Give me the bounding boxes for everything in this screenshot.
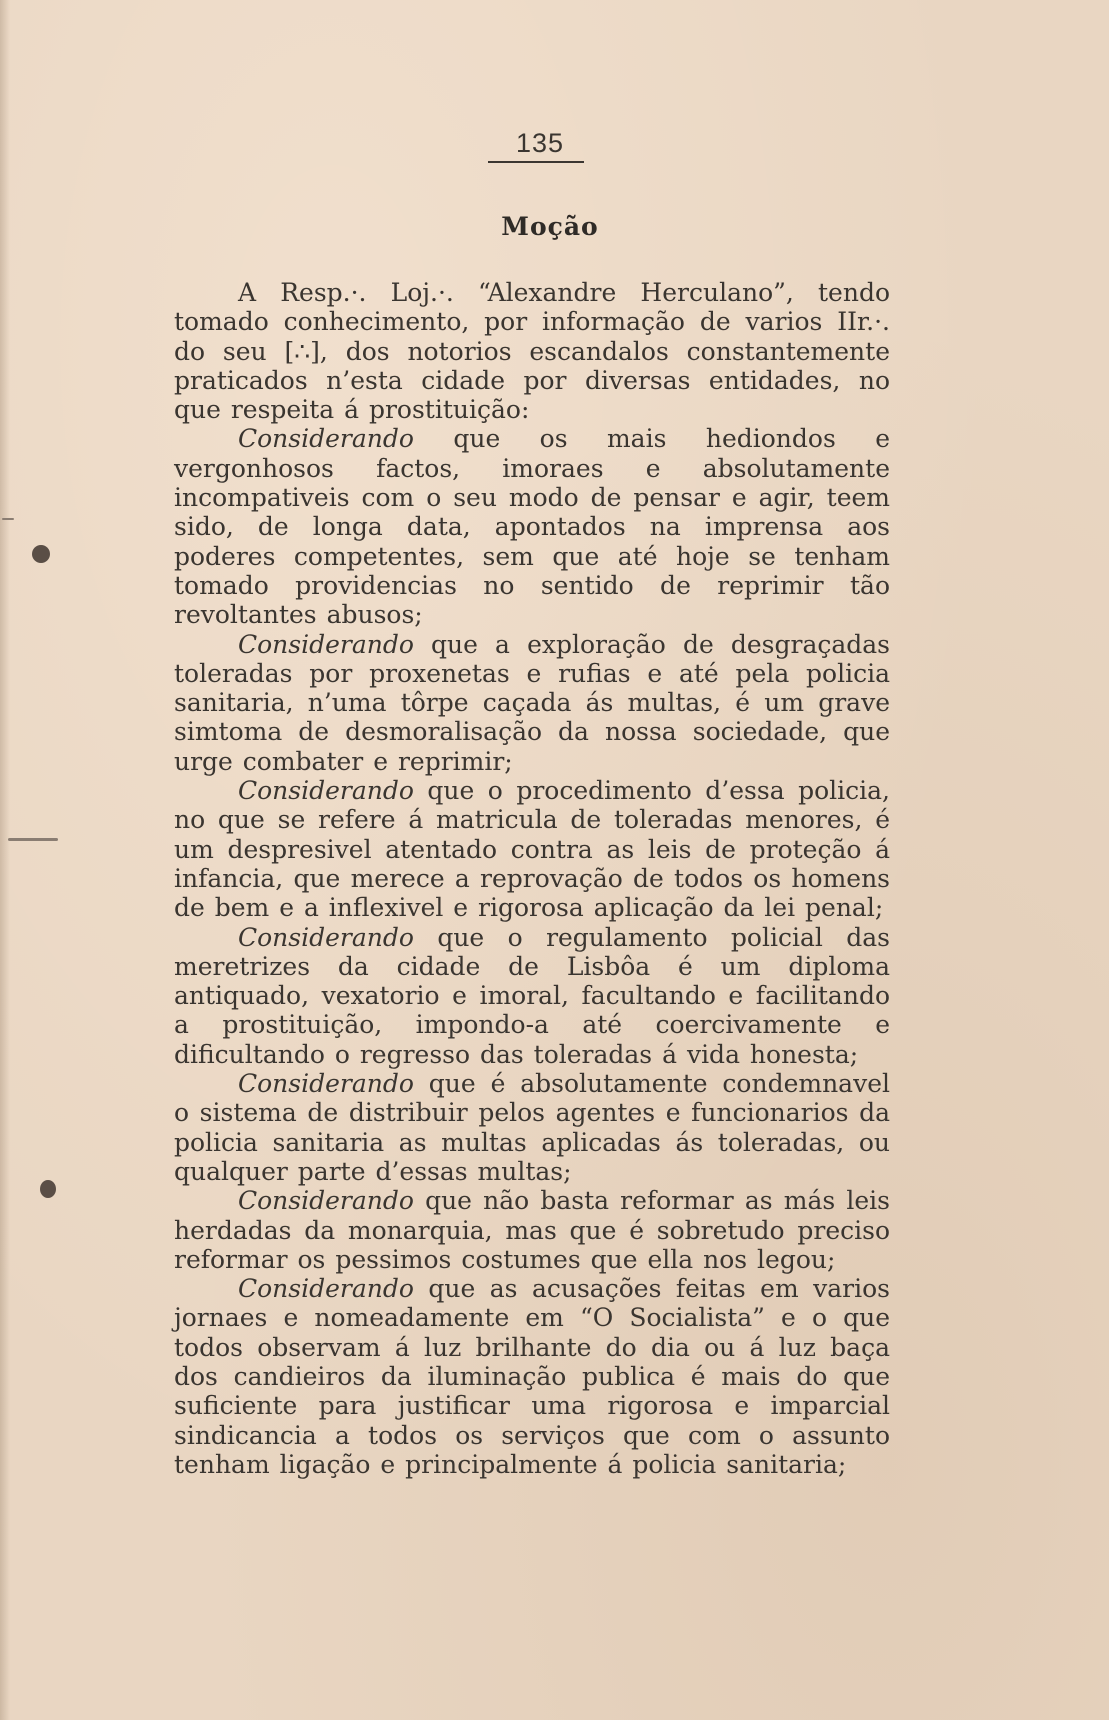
considerando-paragraph: [174, 1274, 890, 1479]
considerando-text: que a exploração de desgraçadas toleradas por proxenetas e rufias e até pela policia sanitaria, n’uma tôrpe caçada ás multas, é um grave simtoma de desmoralisação da nossa sociedade, que urge combater e reprimir;: [174, 629, 890, 776]
considerando-keyword: Considerando: [238, 1186, 414, 1216]
considerando-text: que os mais hediondos e vergonhosos factos, imoraes e absolutamente incompativeis com o seu modo de pensar e agir, teem sido, de longa data, apontados na imprensa aos poderes competentes, sem que até hoje se tenham tomado providencias no sentido de reprimir tão revoltantes abusos;: [174, 424, 890, 630]
considerando-text: que é absolutamente condemnavel o sistema de distribuir pelos agentes e funcionarios da policia sanitaria as multas aplicadas ás toleradas, ou qualquer parte d’essas multas;: [174, 1069, 890, 1186]
considerando-paragraph: [174, 630, 890, 776]
ink-stain: [32, 545, 50, 563]
considerando-paragraph: [174, 776, 890, 922]
considerando-keyword: Considerando: [238, 424, 414, 454]
considerando-keyword: Considerando: [238, 1069, 414, 1099]
considerando-text: que o regulamento policial das meretrizes da cidade de Lisbôa é um diploma antiquado, vexatorio e imoral, facultando e facilitando a prostituição, impondo-a até coercivamente e dificultando o regresso das toleradas á vida honesta;: [174, 922, 890, 1069]
ink-stain: [2, 518, 14, 520]
considerando-text: que não basta reformar as más leis herdadas da monarquia, mas que é sobretudo preciso reformar os pessimos costumes que ella nos legou;: [174, 1186, 890, 1274]
motion-body: [174, 278, 890, 1479]
considerando-text: que as acusações feitas em varios jornaes e nomeadamente em “O Socialista” e o que todos observam á luz brilhante do dia ou á luz baça dos candieiros da iluminação publica é mais do que suficiente para justificar uma rigorosa e imparcial sindicancia a todos os serviços que com o assunto tenham ligação e principalmente á policia sanitaria;: [174, 1274, 890, 1479]
considerando-text: que o procedimento d’essa policia, no que se refere á matricula de toleradas menores, é um despresivel atentado contra as leis de proteção á infancia, que merece a reprovação de todos os homens de bem e a inflexivel e rigorosa aplicação da lei penal;: [174, 776, 890, 923]
considerando-keyword: Considerando: [238, 629, 414, 659]
considerando-keyword: Considerando: [238, 776, 414, 806]
ink-stain: [40, 1180, 56, 1198]
considerando-paragraph: [174, 923, 890, 1069]
page-number: 135: [515, 128, 565, 158]
ink-stain: [8, 838, 58, 841]
considerando-paragraph: [174, 1069, 890, 1186]
page-edge-shadow: [0, 0, 10, 1720]
page-heading: Moção: [501, 212, 599, 241]
considerando-keyword: Considerando: [238, 922, 414, 952]
considerando-paragraph: [174, 424, 890, 629]
intro-paragraph: A Resp.·. Loj.·. “Alexandre Herculano”, tendo tomado conhecimento, por informação de varios IIr.·. do seu [∴], dos notorios escandalos constantemente praticados n’esta cidade por diversas entidades, no que respeita á prostituição:: [174, 278, 890, 425]
considerando-paragraph: [174, 1186, 890, 1274]
page-number-underline: [488, 161, 584, 163]
considerando-keyword: Considerando: [238, 1274, 414, 1304]
